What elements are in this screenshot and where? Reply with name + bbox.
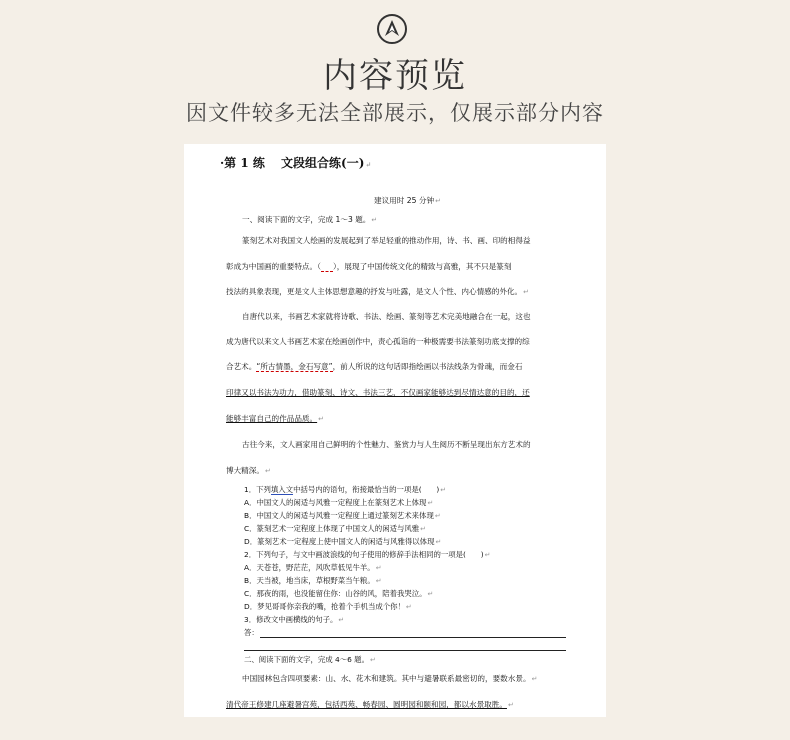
preview-header <box>0 0 790 140</box>
option-text: B．天当被，地当床，草根野菜当午粮。 <box>244 576 375 585</box>
section-2-text: 二、阅读下面的文字，完成 4～6 题。 <box>244 655 369 664</box>
paragraph-3-line-1 <box>242 440 531 450</box>
exercise-heading <box>220 154 371 171</box>
answer-label <box>244 628 259 638</box>
paragraph-text: 合艺术。 <box>226 362 257 371</box>
preview-subtitle: 因文件较多无法全部展示，仅展示部分内容 <box>186 101 604 125</box>
answer-text: 答： <box>244 628 259 637</box>
paragraph-2-line-1 <box>242 312 531 322</box>
paragraph-text: 中国园林包含四项要素：山、水、花木和建筑。其中与避暑联系最密切的，要数水景。 <box>242 674 531 683</box>
option-text: C．篆刻艺术一定程度上体现了中国文人的闲适与风雅 <box>244 524 420 533</box>
question-text: 1．下列 <box>244 485 271 494</box>
question-2-option-d <box>244 602 412 612</box>
return-mark: ↵ <box>507 701 514 709</box>
question-text: 3．修改文中画横线的句子。 <box>244 615 338 624</box>
blank-slot <box>321 262 333 272</box>
option-text: B．中国文人的闲适与风雅一定程度上通过篆刻艺术来体现 <box>244 511 434 520</box>
option-text: C．那夜的雨，也没能留住你：山谷的风，陪着我哭泣。 <box>244 589 427 598</box>
return-mark: ↵ <box>338 616 345 624</box>
return-mark: ↵ <box>405 603 412 611</box>
paragraph-text: 技法的具象表现，更是文人主体思想意趣的抒发与吐露，是文人个性、内心情感的外化。 <box>226 287 523 296</box>
paragraph-4-line-1 <box>242 674 537 684</box>
paragraph-1-line-1 <box>242 236 531 246</box>
return-mark: ↵ <box>318 415 324 423</box>
return-mark: ↵ <box>375 577 382 585</box>
paragraph-2-line-2 <box>226 337 530 347</box>
return-mark: ↵ <box>369 656 376 664</box>
question-2-option-a <box>244 563 382 573</box>
return-mark: ↵ <box>427 590 434 598</box>
answer-line-1 <box>260 637 566 638</box>
return-mark: ↵ <box>523 288 530 296</box>
question-3 <box>244 615 344 625</box>
paragraph-1-line-2 <box>226 262 511 272</box>
paragraph-4-line-2 <box>226 700 514 710</box>
heading-text: ·第 1 练 文段组合练(一) <box>220 156 365 170</box>
chevron-up-circle-icon <box>377 14 407 44</box>
question-2-option-b <box>244 576 382 586</box>
paragraph-2-line-4 <box>226 388 530 398</box>
paragraph-text: 成为唐代以来文人书画艺术家在绘画创作中，责心孤诣的一种极需要书法篆刻功底支撑的综 <box>226 337 530 346</box>
preview-title: 内容预览 <box>323 56 467 96</box>
question-2 <box>244 550 490 560</box>
suggested-time <box>374 196 441 206</box>
question-text: 中括号内的语句，衔接最恰当的一项是( ) <box>293 485 440 494</box>
suggested-time-text: 建议用时 25 分钟 <box>374 196 435 205</box>
option-text: A．天苍苍，野茫茫，风吹草低见牛羊。 <box>244 563 375 572</box>
option-text: D．篆刻艺术一定程度上使中国文人的闲适与风雅得以体现 <box>244 537 435 546</box>
document-page <box>184 144 606 717</box>
question-1-option-c <box>244 524 426 534</box>
question-1-option-a <box>244 498 433 508</box>
return-mark: ↵ <box>484 551 491 559</box>
paragraph-text: 古往今来，文人画家用自己鲜明的个性魅力、鉴赏力与人生阅历不断呈现出东方艺术的 <box>242 440 531 449</box>
return-mark: ↵ <box>434 512 441 520</box>
return-mark: ↵ <box>420 525 427 533</box>
underlined-sentence: 清代帝王修建几座避暑宫苑，包括西苑、畅春园、圆明园和颐和园，都以水景取胜。 <box>226 700 507 709</box>
return-mark: ↵ <box>371 216 378 224</box>
paragraph-2-line-5 <box>226 414 324 424</box>
return-mark: ↵ <box>435 197 441 205</box>
answer-line-2 <box>244 650 566 651</box>
section-2-instruction <box>244 655 376 665</box>
return-mark: ↵ <box>435 538 442 546</box>
question-text: 2．下列句子，与文中画波浪线的句子使用的修辞手法相同的一项是( ) <box>244 550 484 559</box>
option-text: A．中国文人的闲适与风雅一定程度上在篆刻艺术上体现 <box>244 498 427 507</box>
paragraph-text: 自唐代以来，书画艺术家就将诗歌、书法、绘画、篆刻等艺术完美地融合在一起，这也 <box>242 312 531 321</box>
question-1 <box>244 485 446 495</box>
paragraph-text: 彰成为中国画的重要特点。（ <box>226 262 321 271</box>
question-1-option-d <box>244 537 441 547</box>
return-mark: ↵ <box>427 499 434 507</box>
underlined-sentence: 印律又以书法为功力，借助篆刻、诗文、书法三艺，不仅画家能够达到尽情达意的目的，还 <box>226 388 530 397</box>
return-mark: ↵ <box>375 564 382 572</box>
paragraph-3-line-2 <box>226 466 271 476</box>
paragraph-text: 博大精深。 <box>226 466 264 475</box>
return-mark: ↵ <box>440 486 447 494</box>
paragraph-text: ，前人所说的这句话即指绘画以书法线条为骨魂，而金石 <box>332 362 523 371</box>
paragraph-text: ），展现了中国传统文化的精致与高雅，其不只是篆刻 <box>333 262 512 271</box>
return-mark: ↵ <box>264 467 271 475</box>
underlined-sentence-end: 能够丰富自己的作品品质。 <box>226 414 318 423</box>
question-2-option-c <box>244 589 433 599</box>
paragraph-text: 篆刻艺术对我国文人绘画的发展起到了举足轻重的推动作用，诗、书、画、印的相得益 <box>242 236 531 245</box>
section-1-instruction <box>242 215 377 225</box>
paragraph-1-line-3 <box>226 287 529 297</box>
return-mark: ↵ <box>531 675 538 683</box>
paragraph-2-line-3 <box>226 362 522 372</box>
question-1-option-b <box>244 511 441 521</box>
section-1-text: 一、阅读下面的文字，完成 1～3 题。 <box>242 215 371 224</box>
option-text: D．梦见哥哥你亲我的嘴，抢着个手机当成个你！ <box>244 602 405 611</box>
return-mark: ↵ <box>365 160 372 169</box>
wavy-underlined-quote: “所古情墨，金石写意” <box>256 362 333 371</box>
marked-phrase: 填入文 <box>270 485 294 494</box>
